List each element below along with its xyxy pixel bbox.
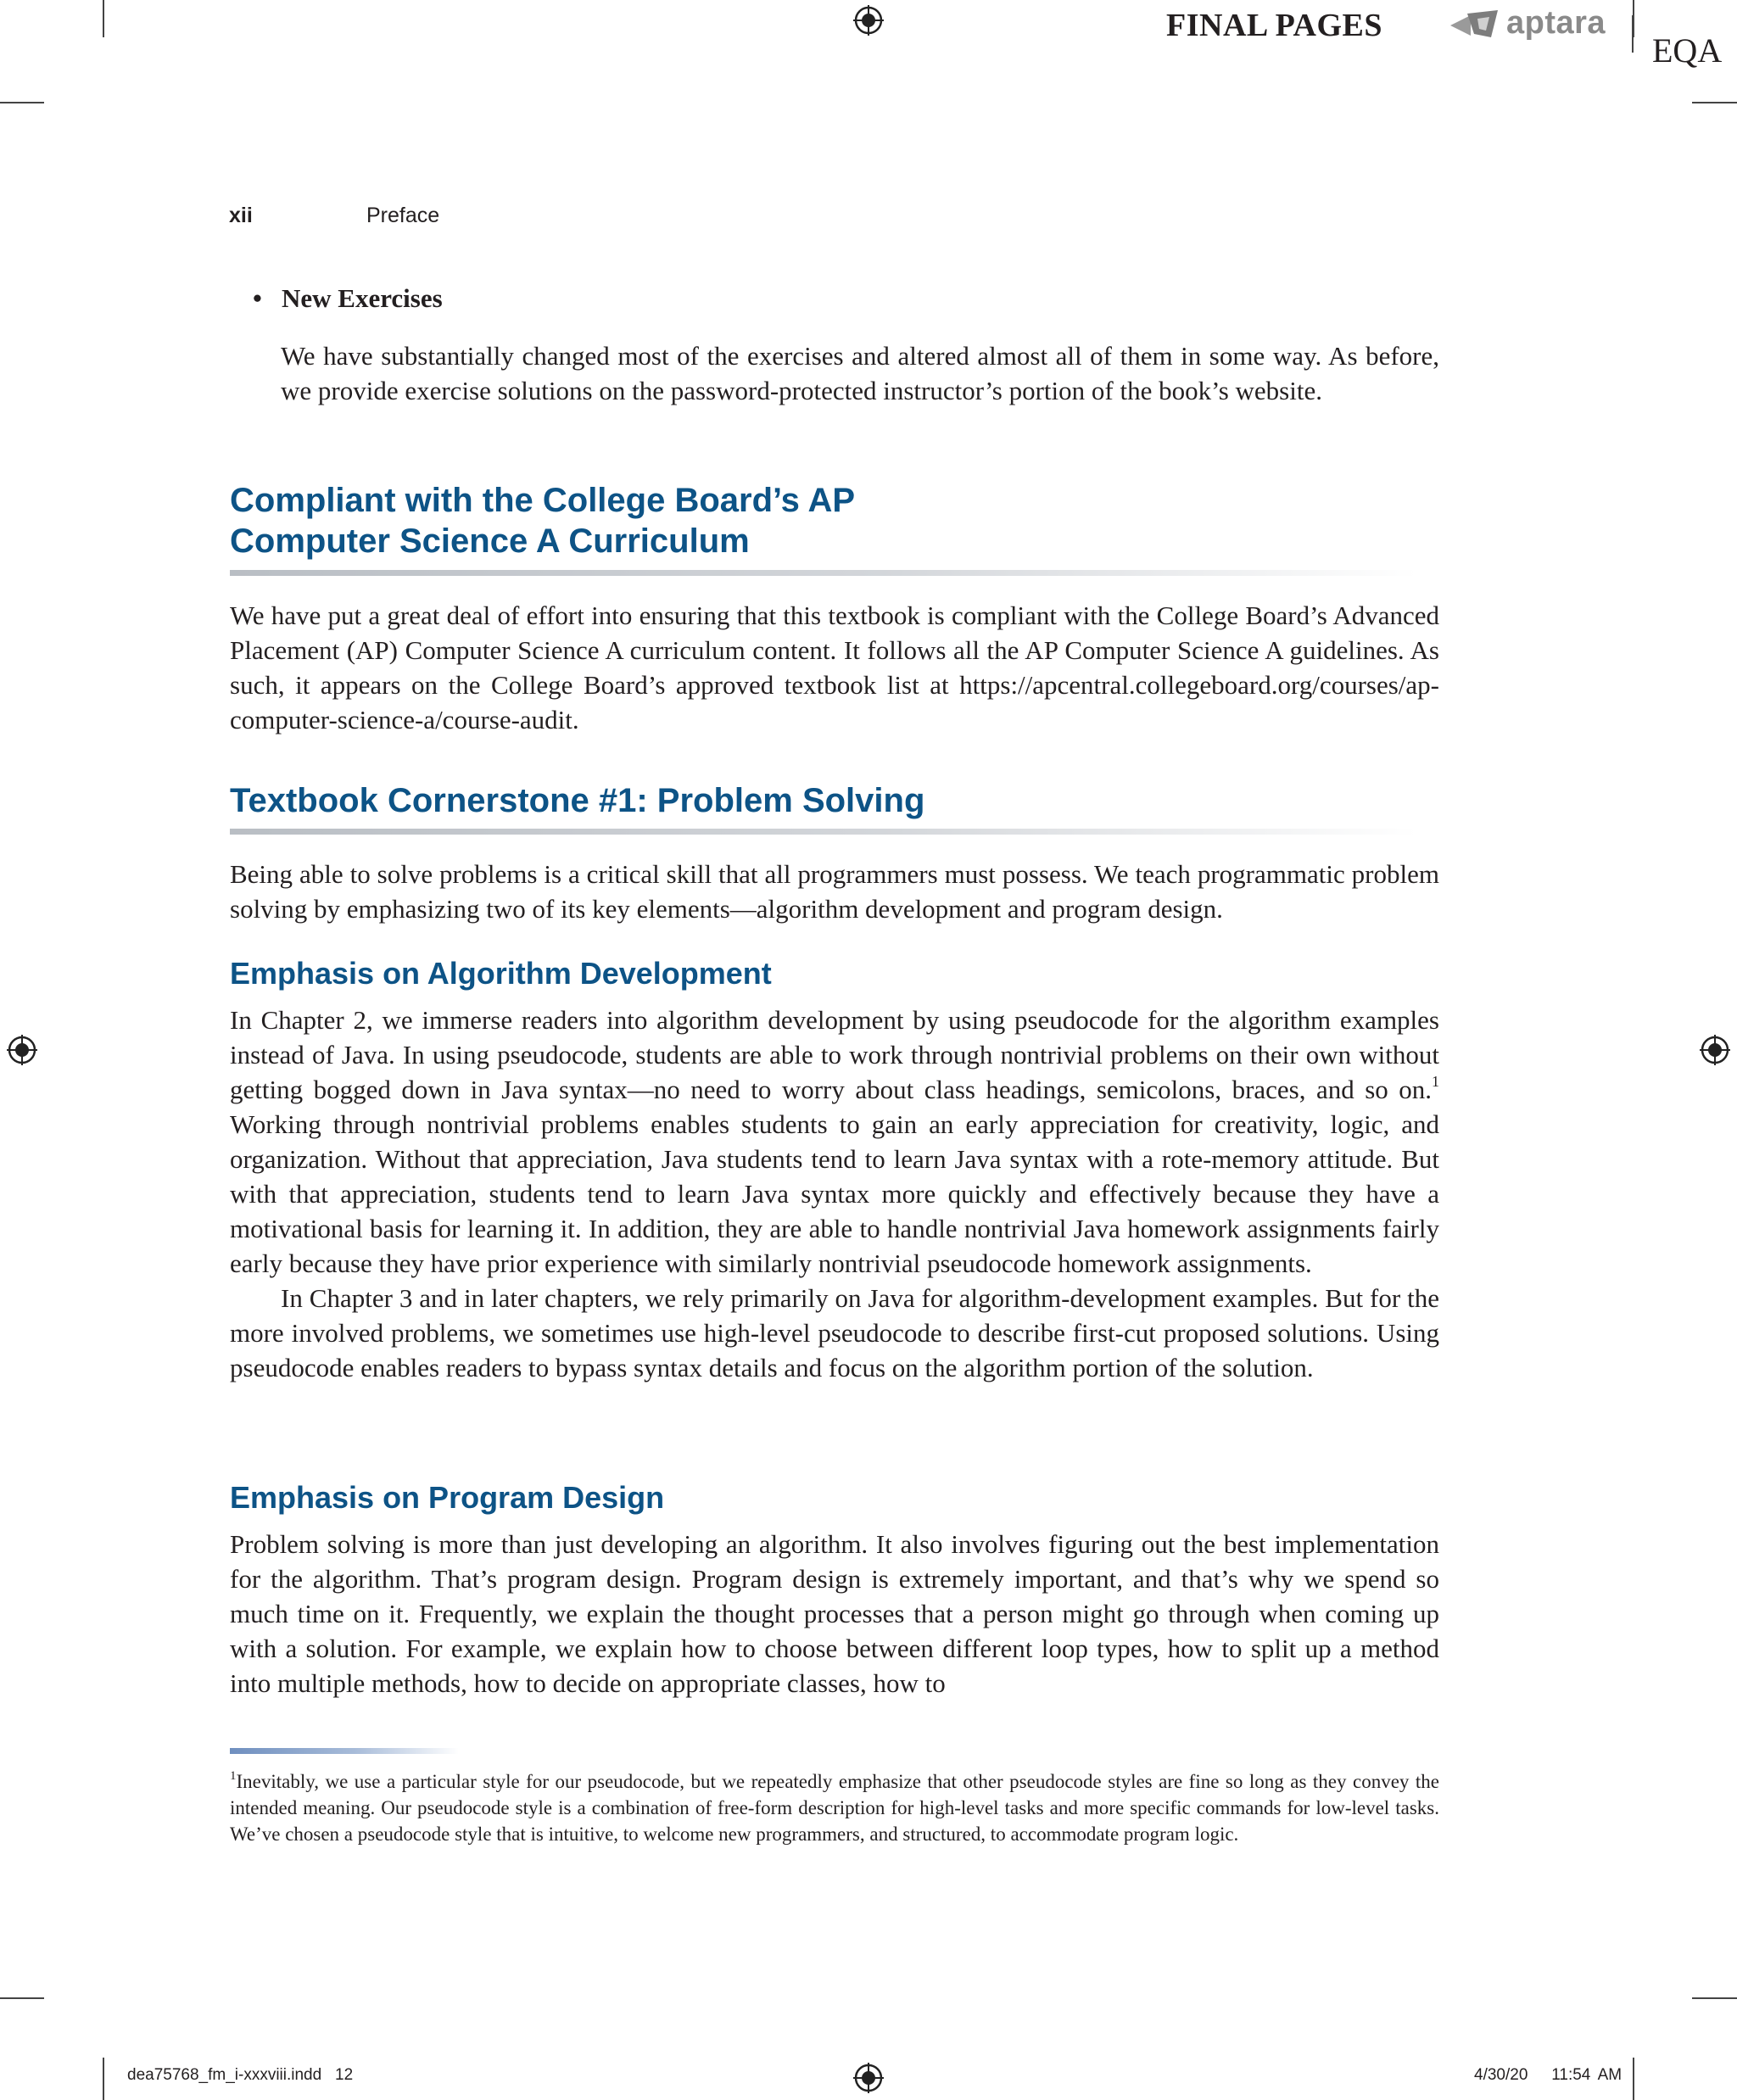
section-heading-cornerstone: Textbook Cornerstone #1: Problem Solving [230,782,925,819]
crop-mark [1633,2058,1634,2100]
subsection-heading-algorithm: Emphasis on Algorithm Development [230,956,772,991]
section-algorithm-body [230,1003,1439,1385]
running-head-section: Preface [366,204,440,227]
section-heading-ap [230,480,855,561]
registration-mark-icon [7,1035,37,1065]
heading-rule [230,570,1417,576]
crop-mark [0,102,44,103]
footnote-marker: 1 [230,1769,237,1783]
crop-mark [1692,1997,1737,1999]
page-number: xii [229,204,253,227]
bullet-title: New Exercises [282,283,443,313]
registration-mark-icon [1700,1035,1730,1065]
footnote-reference[interactable]: 1 [1432,1073,1439,1090]
section-cornerstone-body [230,857,1439,926]
bullet-item [253,283,443,314]
header-divider [1632,15,1634,53]
paragraph: We have put a great deal of effort into ensuring that this textbook is compliant with the College Board’s Advanced Placement (AP) Computer Science A curriculum content. It follows all the AP Computer Science A guidelines. As such, it appears on the College Board’s approved textbook list at https://apcentral.collegeboard.org/courses/ap-computer-science-a/course-audit. [230,600,1439,734]
registration-mark-icon [853,2063,884,2093]
bullet-dot: • [253,283,262,313]
heading-rule [230,829,1417,835]
aptara-logo-icon [1449,8,1500,39]
aptara-logo-text: aptara [1506,5,1606,41]
footnote [230,1768,1439,1847]
section-design-body [230,1527,1439,1701]
eqa-stamp: EQA [1652,31,1723,70]
final-pages-label: FINAL PAGES [1166,8,1383,43]
registration-mark-icon [853,5,884,36]
footnote-rule [230,1748,459,1754]
paragraph-text: In Chapter 2, we immerse readers into algorithm development by using pseudocode for the algorithm examples instead of Java. In using pseudocode, students are able to work through nontrivial problems on their own without getting bogged down in Java syntax—no need to worry about class headings, semicolons, braces, and so on. [230,1005,1439,1104]
crop-mark [1692,102,1737,103]
paragraph: Being able to solve problems is a critical skill that all programmers must possess. We teach programmatic problem solving by emphasizing two of its key elements—algorithm development and program design. [230,859,1439,924]
paragraph-text: Working through nontrivial problems enables students to gain an early appreciation for creativity, logic, and organization. Without that appreciation, Java students tend to learn Java syntax with a rote-memory attitude. But with that appreciation, students tend to learn Java syntax more quickly and effectively because they have a motivational basis for learning it. In addition, they are able to handle nontrivial Java homework assignments fairly early because they have prior experience with similarly nontrivial pseudocode homework assignments. [230,1109,1439,1278]
section-ap-body [230,598,1439,737]
aptara-logo [1449,5,1606,42]
paragraph: In Chapter 3 and in later chapters, we rely primarily on Java for algorithm-development examples. But for the more involved problems, we sometimes use high-level pseudocode to describe first-cut proposed solutions. Using pseudocode enables readers to bypass syntax details and focus on the algorithm portion of the solution. [230,1283,1439,1382]
running-head [229,204,439,228]
crop-mark [103,0,104,37]
slug-file-info: dea75768_fm_i-xxxviii.indd 12 [127,2066,354,2084]
paragraph [230,1003,1439,1281]
heading-line: Computer Science A Curriculum [230,522,750,560]
bullet-text: We have substantially changed most of the exercises and altered almost all of them in some way. As before, we provide exercise solutions on the password-protected instructor’s portion of the book’s website. [281,341,1439,405]
paragraph: Problem solving is more than just developing an algorithm. It also involves figuring out the best implementation for the algorithm. That’s program design. Program design is extremely important, and that’s why we spend so much time on it. Frequently, we explain the thought processes that a person might go through when coming up with a solution. For example, we explain how to choose between different loop types, how to split up a method into multiple methods, how to decide on appropriate classes, how to [230,1529,1439,1698]
footnote-text: Inevitably, we use a particular style for our pseudocode, but we repeatedly emphasize that other pseudocode styles are fine so long as they convey the intended meaning. Our pseudocode style is a combination of free-form description for high-level tasks and more specific commands for low-level tasks. We’ve chosen a pseudocode style that is intuitive, to welcome new programmers, and structured, to accommodate program logic. [230,1771,1439,1845]
crop-mark [103,2058,104,2100]
crop-mark [0,1997,44,1999]
heading-line: Compliant with the College Board’s AP [230,482,856,519]
subsection-heading-design: Emphasis on Program Design [230,1480,665,1515]
slug-timestamp: 4/30/20 11:54 AM [1474,2066,1623,2084]
